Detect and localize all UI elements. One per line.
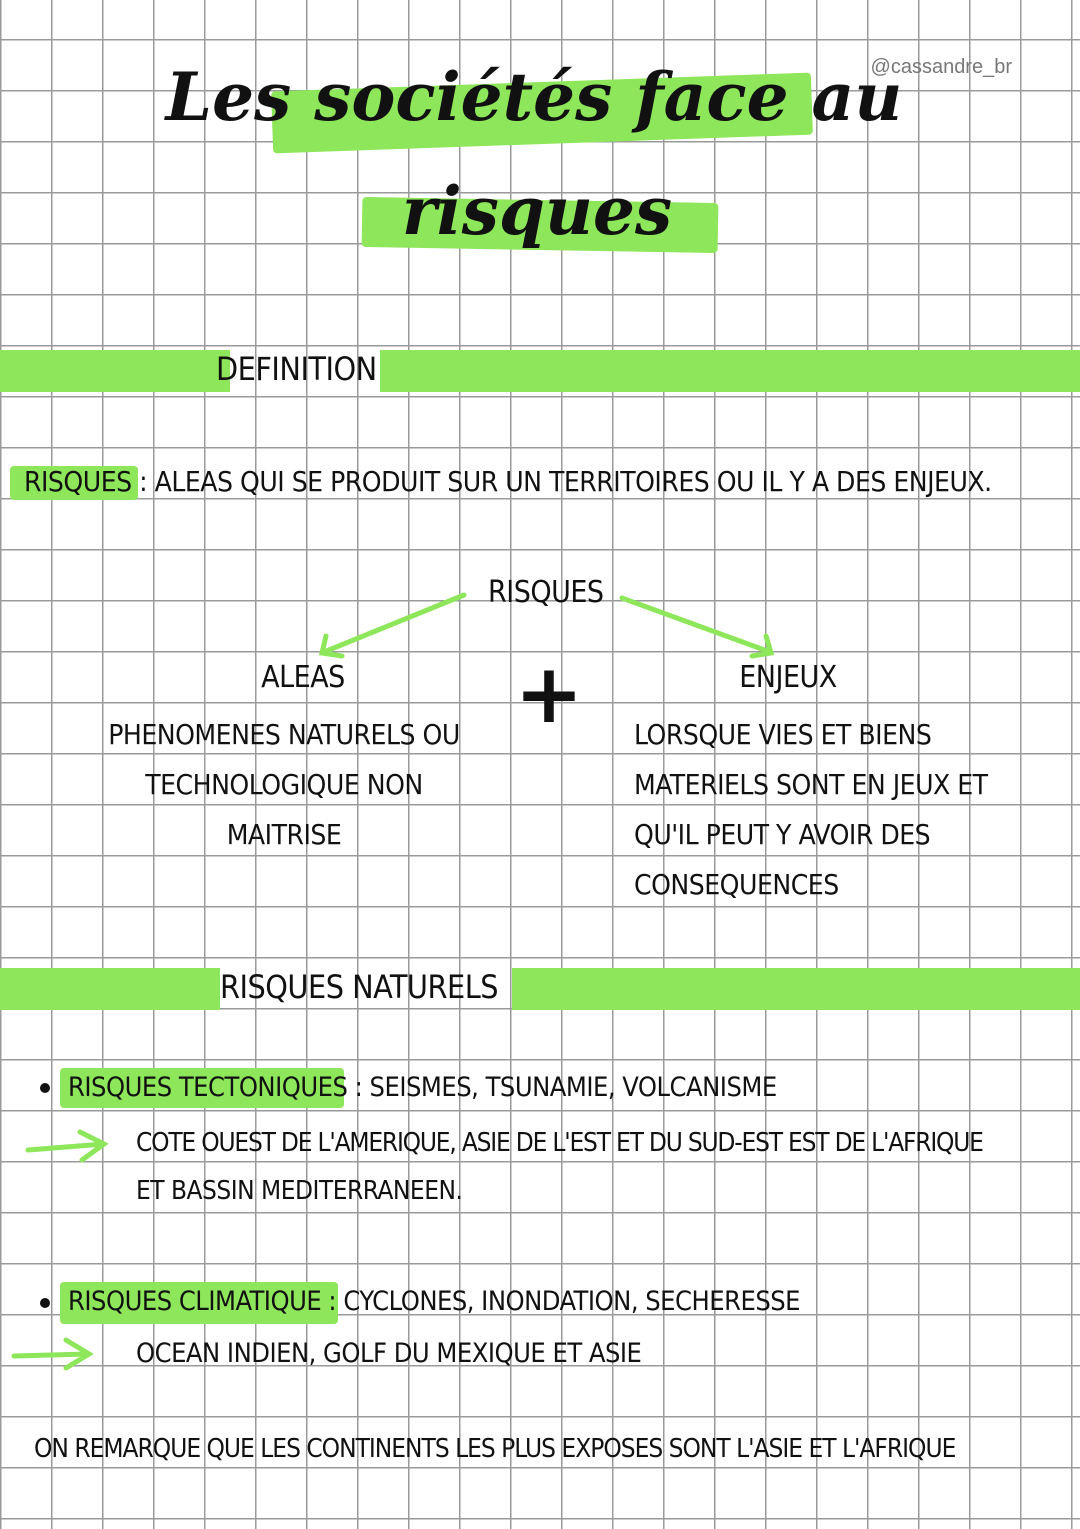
section-natural-heading: RISQUES NATURELS (220, 968, 498, 1006)
page-title-line2: risques (401, 172, 673, 250)
author-handle: @cassandre_br (870, 56, 1012, 78)
enjeux-desc-line1: LORSQUE VIES ET BIENS (634, 718, 932, 751)
natural-band-right (512, 968, 1080, 1010)
definition-text: ALEAS QUI SE PRODUIT SUR UN TERRITOIRES OU IL Y A DES ENJEUX. (154, 465, 992, 498)
conclusion-text: ON REMARQUE QUE LES CONTINENTS LES PLUS EXPOSES SONT L'ASIE ET L'AFRIQUE (34, 1434, 956, 1464)
arrow-to-enjeux (622, 598, 771, 656)
climatic-detail: OCEAN INDIEN, GOLF DU MEXIQUE ET ASIE (136, 1338, 642, 1369)
natural-band-left (0, 968, 220, 1010)
definition-line (24, 465, 992, 498)
climatic-list: CYCLONES, INONDATION, SECHERESSE (343, 1286, 801, 1317)
tectonic-line (68, 1072, 777, 1103)
enjeux-desc-line4: CONSEQUENCES (634, 868, 839, 901)
enjeux-desc-line2: MATERIELS SONT EN JEUX ET (634, 768, 988, 801)
tectonic-list: : SEISMES, TSUNAMIE, VOLCANISME (354, 1072, 777, 1103)
climatic-term: RISQUES CLIMATIQUE : (68, 1286, 337, 1317)
definition-term: RISQUES (24, 465, 132, 498)
aleas-label: ALEAS (261, 660, 345, 695)
plus-icon: + (514, 647, 584, 742)
bullet-climatic (40, 1298, 50, 1308)
tectonic-detail-line2: ET BASSIN MEDITERRANEEN. (136, 1176, 463, 1206)
arrow-climatic (14, 1340, 89, 1368)
aleas-desc-line2: TECHNOLOGIQUE NON (145, 768, 423, 801)
definition-band-left (0, 350, 230, 392)
aleas-desc-line1: PHENOMENES NATURELS OU (108, 718, 460, 751)
definition-separator: : (139, 465, 148, 498)
aleas-desc-line3: MAITRISE (226, 818, 342, 851)
climatic-line (68, 1286, 800, 1317)
enjeux-label: ENJEUX (739, 660, 837, 695)
arrow-to-aleas (322, 595, 464, 656)
bullet-tectonic (40, 1083, 50, 1093)
definition-band-right (380, 350, 1080, 392)
tectonic-term: RISQUES TECTONIQUES (68, 1072, 348, 1103)
page-title-line1: Les sociétés face au (165, 58, 903, 136)
tectonic-detail-line1: COTE OUEST DE L'AMERIQUE, ASIE DE L'EST ET DU SUD-EST EST DE L'AFRIQUE (136, 1128, 983, 1158)
arrow-tectonic (28, 1132, 104, 1160)
diagram-root-label: RISQUES (488, 575, 604, 610)
section-definition-heading: DEFINITION (216, 350, 377, 388)
enjeux-desc-line3: QU'IL PEUT Y AVOIR DES (634, 818, 931, 851)
